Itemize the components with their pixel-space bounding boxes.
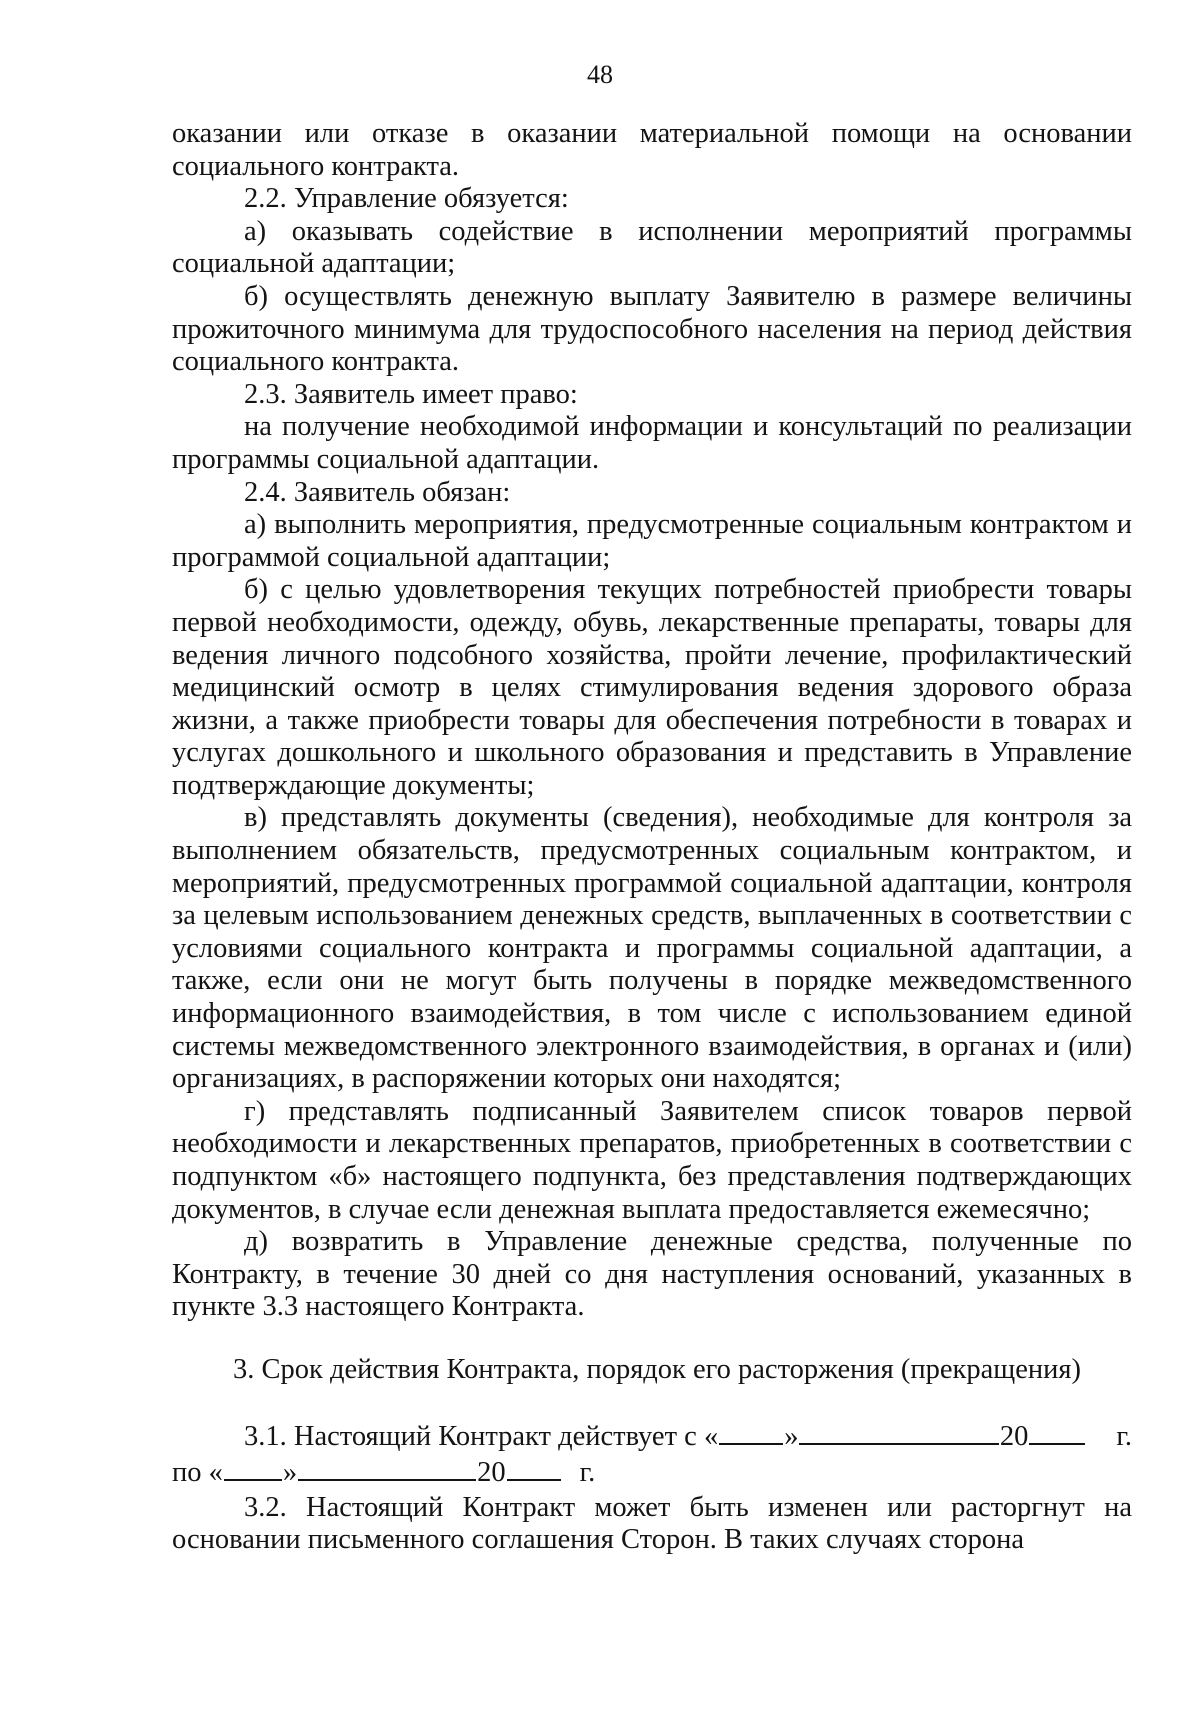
clause-2-2-a: а) оказывать содействие в исполнении мероприятий программы социальной адаптации;	[172, 215, 1132, 280]
clause-2-2-heading: 2.2. Управление обязуется:	[244, 183, 569, 215]
clause-3-1-line-1	[172, 1417, 1132, 1454]
clause-2-3-text: на получение необходимой информации и консультаций по реализации программы социальной адаптации.	[172, 411, 1132, 475]
clause-3-1-prefix: 3.1. Настоящий Контракт действует с «	[244, 1420, 719, 1452]
clause-3-1-line2-year-suffix: г.	[579, 1457, 596, 1489]
clause-2-4-g: г) представлять подписанный Заявителем список товаров первой необходимости и лекарственных препаратов, приобретенных в соответствии с подпунктом «б» настоящего подпункта, без представления подтверждающих документов, в случае если денежная выплата предоставляется ежемесячно;	[172, 1095, 1132, 1225]
year-blank-1[interactable]	[1029, 1417, 1085, 1445]
month-blank-1[interactable]	[799, 1417, 998, 1445]
clause-2-2-b: б) осуществлять денежную выплату Заявителю в размере величины прожиточного минимума для трудоспособного населения на период действия социального контракта.	[172, 280, 1132, 378]
page-number: 48	[587, 60, 613, 89]
day-blank-2[interactable]	[224, 1453, 282, 1481]
clause-3-1-year-suffix: г.	[1116, 1420, 1132, 1452]
clause-2-4-d: д) возвратить в Управление денежные средства, полученные по Контракту, в течение 30 дней со дня наступления оснований, указанных в пункте 3.3 настоящего Контракта.	[172, 1226, 1132, 1323]
clause-2-4-a: а) выполнить мероприятия, предусмотренные социальным контрактом и программой социальной адаптации;	[172, 509, 1132, 573]
paragraph-continuation: оказании или отказе в оказании материальной помощи на основании социального контракта.	[172, 118, 1132, 182]
document-body	[172, 118, 1132, 1557]
clause-2-4-v: в) представлять документы (сведения), необходимые для контроля за выполнением обязательств, предусмотренных социальным контрактом, и мероприятий, предусмотренных программой социальной адаптации, контроля за целевым использованием денежных средств, выплаченных в соответствии с условиями социального контракта и программы социальной адаптации, а также, если они не могут быть получены в порядке межведомственного информационного взаимодействия, в том числе с использованием единой системы межведомственного электронного взаимодействия, в органах и (или) организациях, в распоряжении которых они находятся;	[172, 802, 1132, 1095]
section-3-title: 3. Срок действия Контракта, порядок его расторжения (прекращения)	[233, 1353, 1081, 1385]
day-blank-1[interactable]	[719, 1417, 783, 1445]
clause-2-4-heading: 2.4. Заявитель обязан:	[244, 476, 511, 508]
month-blank-2[interactable]	[298, 1453, 476, 1481]
clause-3-1-year-prefix: 20	[999, 1420, 1029, 1452]
clause-3-1-close-quote: »	[784, 1420, 799, 1452]
clause-3-1-line2-close-quote: »	[282, 1457, 298, 1489]
year-blank-2[interactable]	[507, 1453, 561, 1481]
clause-2-4-b: б) с целью удовлетворения текущих потребностей приобрести товары первой необходимости, одежду, обувь, лекарственные препараты, товары для ведения личного подсобного хозяйства, пройти лечение, профилактический медицинский осмотр в целях стимулирования ведения здорового образа жизни, а также приобрести товары для обеспечения потребности в товарах и услугах дошкольного и школьного образования и представить в Управление подтверждающие документы;	[172, 574, 1132, 801]
clause-3-1-line-2	[172, 1453, 1132, 1490]
clause-3-1-line2-prefix: по «	[172, 1457, 223, 1489]
clause-3-2: 3.2. Настоящий Контракт может быть изменен или расторгнут на основании письменного соглашения Сторон. В таких случаях сторона	[172, 1491, 1132, 1556]
clause-2-3-heading: 2.3. Заявитель имеет право:	[244, 378, 578, 410]
clause-3-1-line2-year-prefix: 20	[477, 1457, 506, 1489]
